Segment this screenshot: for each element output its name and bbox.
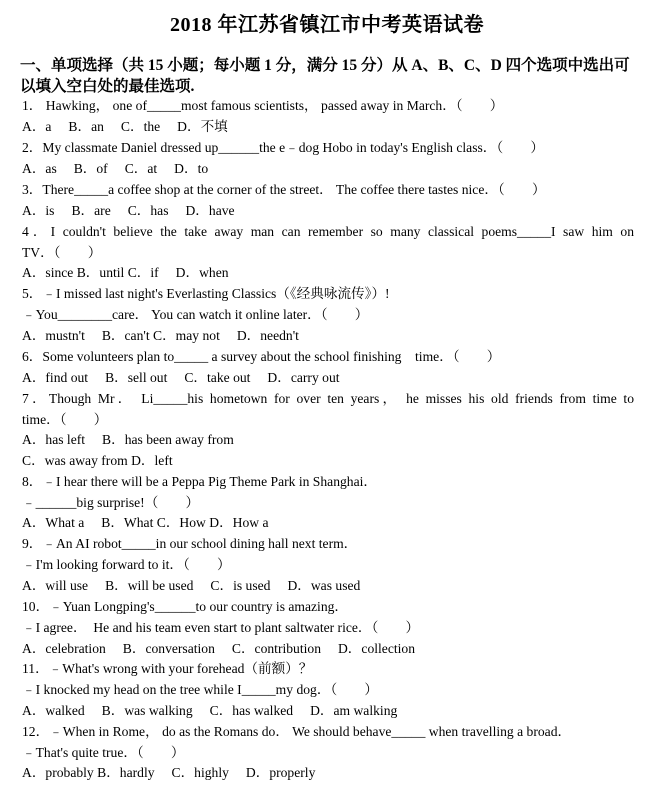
- question-9-reply: ﹣I'm looking forward to it．（ ）: [22, 557, 231, 572]
- question-5-reply: ﹣You________care． You can watch it online later．（ ）: [22, 307, 369, 322]
- question-8-options: A．What a B．What C．How D．How a: [22, 515, 269, 530]
- question-6-options: A．find out B．sell out C．take out D．carry out: [22, 370, 340, 385]
- question-8-text: 8．﹣I hear there will be a Peppa Pig Theme Park in Shanghai．: [22, 474, 377, 489]
- question-6-text: 6．Some volunteers plan to_____ a survey about the school finishing time．（ ）: [22, 349, 501, 364]
- question-2-options: A．as B．of C．at D．to: [22, 161, 209, 176]
- question-2-text: 2．My classmate Daniel dressed up______the e﹣dog Hobo in today's English class．（ ）: [22, 140, 544, 155]
- question-12-text: 12．﹣When in Rome， do as the Romans do． We should behave_____ when travelling a broad．: [22, 724, 572, 739]
- question-1-options: A．a B．an C．the D．不填: [22, 119, 228, 134]
- question-3-options: A．is B．are C．has D．have: [22, 203, 235, 218]
- question-7-text: 7．Though Mr． Li_____his hometown for over ten years， he misses his old friends from time to: [22, 391, 634, 406]
- question-10-text: 10．﹣Yuan Longping's______to our country is amazing．: [22, 599, 349, 614]
- question-1-text: 1． Hawking， one of_____most famous scientists， passed away in March．（ ）: [22, 98, 504, 113]
- question-10-reply: ﹣I agree． He and his team even start to plant saltwater rice．（ ）: [22, 620, 420, 635]
- question-7-text-cont: time．（ ）: [22, 412, 108, 427]
- question-5-text: 5．﹣I missed last night's Everlasting Classics（《经典咏流传》）!: [22, 286, 390, 301]
- question-4-text-cont: TV．（ ）: [22, 245, 102, 260]
- question-12-reply: ﹣That's quite true．（ ）: [22, 745, 185, 760]
- question-7-options-ab: A．has left B．has been away from: [22, 432, 234, 447]
- question-4-text: 4．I couldn't believe the take away man can remember so many classical poems_____I saw him on: [22, 224, 634, 239]
- question-11-text: 11．﹣What's wrong with your forehead（前额）？: [22, 661, 313, 676]
- question-4-options: A．since B．until C．if D．when: [22, 265, 229, 280]
- section-heading: 一、单项选择（共 15 小题；每小题 1 分，满分 15 分）从 A、B、C、D 四个选项中选出可以填入空白处的最佳选项.: [20, 57, 630, 95]
- question-11-options: A．walked B．was walking C．has walked D．am walking: [22, 703, 398, 718]
- question-7-options-cd: C．was away from D．left: [22, 453, 173, 468]
- question-9-text: 9．﹣An AI robot_____in our school dining hall next term．: [22, 536, 358, 551]
- question-9-options: A．will use B．will be used C．is used D．was used: [22, 578, 361, 593]
- question-3-text: 3．There_____a coffee shop at the corner of the street． The coffee there tastes nice．（ ）: [22, 182, 546, 197]
- question-8-reply: ﹣______big surprise!（ ）: [22, 495, 200, 510]
- question-5-options: A．mustn't B．can't C．may not D．needn't: [22, 328, 299, 343]
- question-10-options: A．celebration B．conversation C．contribution D．collection: [22, 641, 416, 656]
- question-11-reply: ﹣I knocked my head on the tree while I_____my dog．（ ）: [22, 682, 379, 697]
- question-12-options: A．probably B．hardly C．highly D．properly: [22, 765, 316, 780]
- exam-title: 2018 年江苏省镇江市中考英语试卷: [170, 14, 484, 36]
